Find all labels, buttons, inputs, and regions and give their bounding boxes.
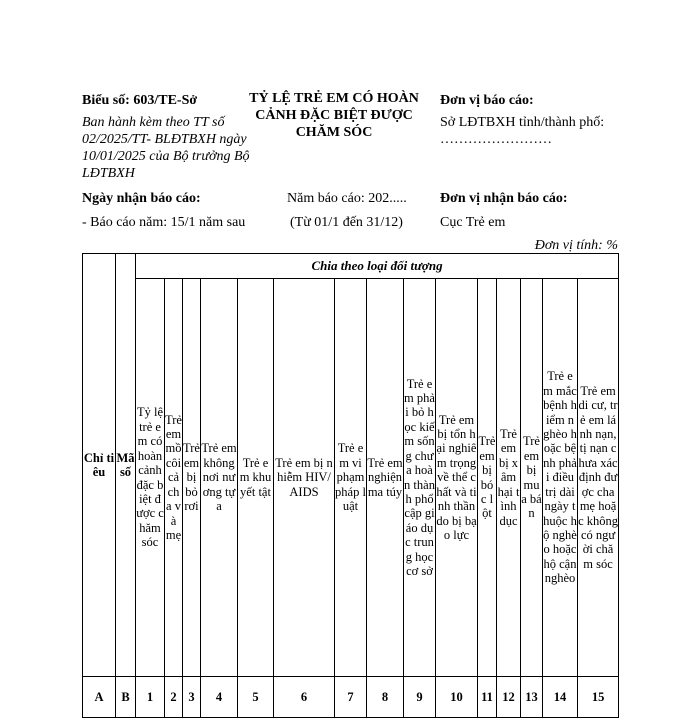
col-header-11: Trẻ em bị bóc lột <box>478 279 497 677</box>
report-title: TỶ LỆ TRẺ EM CÓ HOÀN CẢNH ĐẶC BIỆT ĐƯỢC CHĂM SÓC <box>249 91 419 140</box>
index-cell: 14 <box>543 677 578 718</box>
index-cell: 3 <box>183 677 201 718</box>
index-cell: 2 <box>165 677 183 718</box>
unit-note: Đơn vị tính: % <box>534 238 618 253</box>
col-header-6: Trẻ em bị nhiễm HIV/AIDS <box>274 279 335 677</box>
index-cell: 1 <box>136 677 165 718</box>
index-cell: 6 <box>274 677 335 718</box>
index-cell: 4 <box>201 677 238 718</box>
col-header-5: Trẻ em khuyết tật <box>238 279 274 677</box>
index-cell: 9 <box>404 677 436 718</box>
col-header-10: Trẻ em bị tổn hại nghiêm trọng về thể chất và tinh thần do bị bạo lực <box>436 279 478 677</box>
col-ma-so: Mã số <box>116 254 136 677</box>
col-header-1: Tỷ lệ trẻ em có hoàn cảnh đặc biệt được chăm sóc <box>136 279 165 677</box>
receiving-unit-value: Cục Trẻ em <box>440 215 506 230</box>
index-cell: 7 <box>335 677 367 718</box>
col-header-8: Trẻ em nghiện ma túy <box>367 279 404 677</box>
index-row <box>83 677 619 718</box>
index-cell: 15 <box>578 677 619 718</box>
receive-date-value: - Báo cáo năm: 15/1 năm sau <box>82 215 246 230</box>
index-cell: 10 <box>436 677 478 718</box>
index-cell: B <box>116 677 136 718</box>
index-cell: A <box>83 677 116 718</box>
col-header-7: Trẻ em vi phạm pháp luật <box>335 279 367 677</box>
index-cell: 12 <box>497 677 521 718</box>
col-header-9: Trẻ em phải bỏ học kiếm sống chưa hoàn thành phổ cập giáo dục trung học cơ sở <box>404 279 436 677</box>
reporting-unit-value: Sở LĐTBXH tỉnh/thành phố: …………………… <box>440 115 605 147</box>
receive-date-label: Ngày nhận báo cáo: <box>82 191 201 206</box>
issued-by-note: Ban hành kèm theo TT số 02/2025/TT- BLĐTBXH ngày 10/01/2025 của Bộ trưởng Bộ LĐTBXH <box>82 115 250 181</box>
receiving-unit-label: Đơn vị nhận báo cáo: <box>440 191 568 206</box>
index-cell: 11 <box>478 677 497 718</box>
index-cell: 13 <box>521 677 543 718</box>
col-chi-tieu: Chỉ tiêu <box>83 254 116 677</box>
index-cell: 8 <box>367 677 404 718</box>
reporting-unit-label: Đơn vị báo cáo: <box>440 93 534 108</box>
report-table <box>82 253 619 718</box>
report-period: (Từ 01/1 đến 31/12) <box>290 215 403 230</box>
col-header-4: Trẻ em không nơi nương tựa <box>201 279 238 677</box>
col-header-14: Trẻ em mắc bệnh hiểm nghèo hoặc bệnh phải điều trị dài ngày thuộc hộ nghèo hoặc hộ cận nghèo <box>543 279 578 677</box>
form-number: Biểu số: 603/TE-Sở <box>82 93 198 108</box>
group-header: Chia theo loại đối tượng <box>136 254 619 279</box>
col-header-2: Trẻ em mồ côi cả cha và mẹ <box>165 279 183 677</box>
col-header-15: Trẻ em di cư, trẻ em lánh nạn, tị nạn chưa xác định được cha mẹ hoặc không có người chăm sóc <box>578 279 619 677</box>
col-header-3: Trẻ em bị bỏ rơi <box>183 279 201 677</box>
col-header-13: Trẻ em bị mua bán <box>521 279 543 677</box>
index-cell: 5 <box>238 677 274 718</box>
col-header-12: Trẻ em bị xâm hại tình dục <box>497 279 521 677</box>
report-year: Năm báo cáo: 202..... <box>287 191 407 206</box>
